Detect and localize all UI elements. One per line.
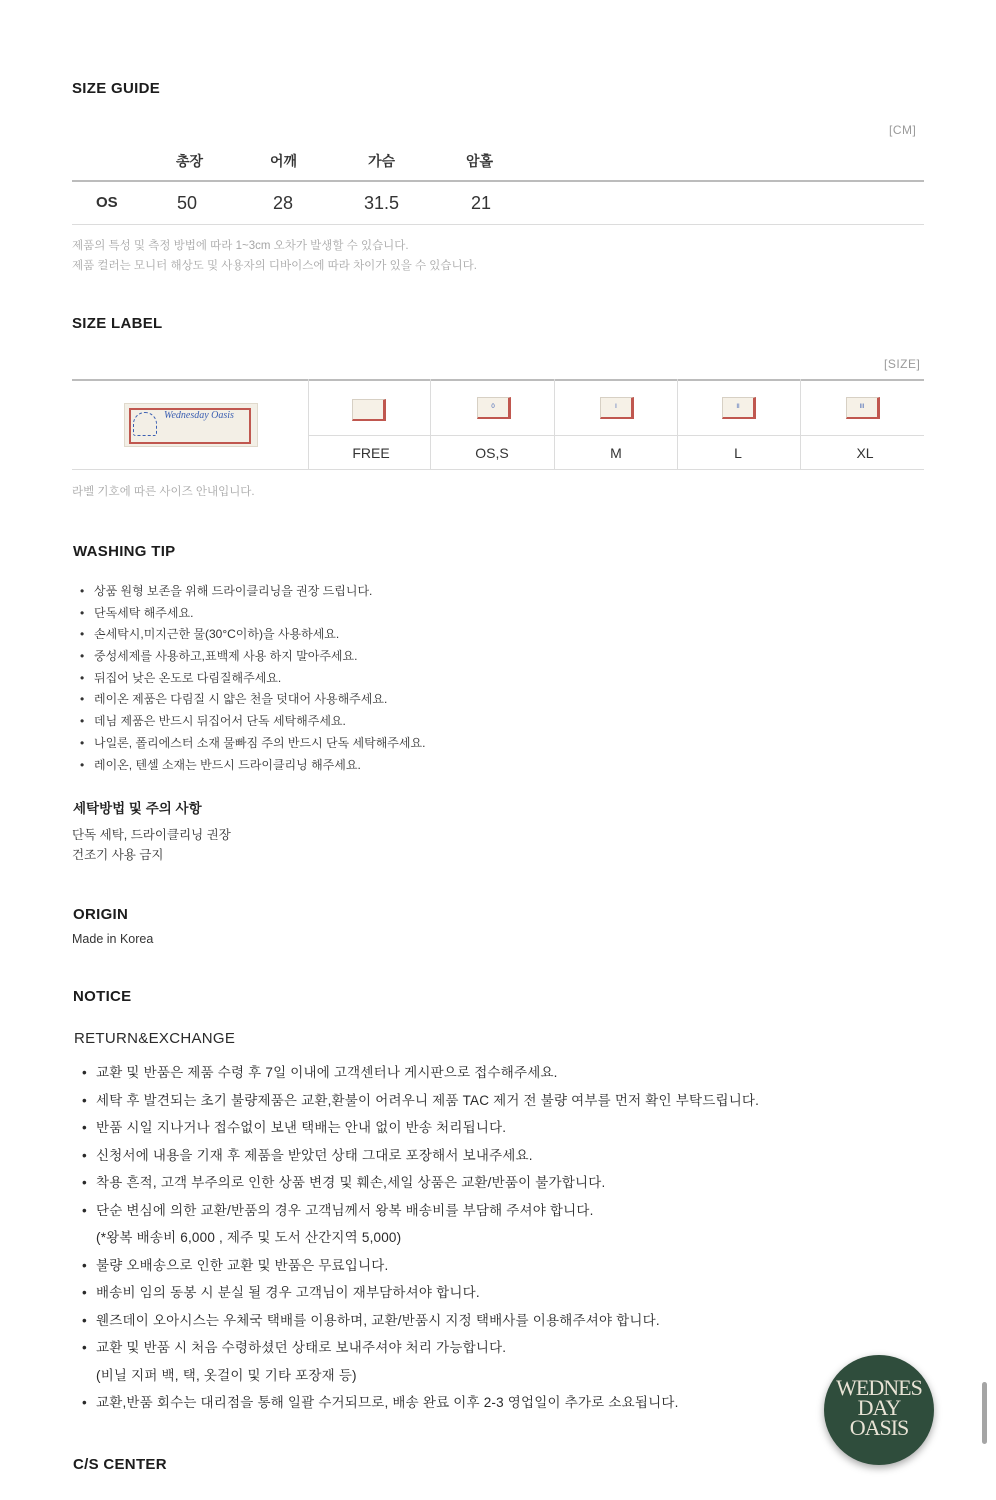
size-value: 21 xyxy=(471,193,492,213)
method-line: 건조기 사용 금지 xyxy=(72,848,164,862)
list-item: • 뒤집어 낮은 온도로 다림질해주세요. xyxy=(80,668,425,690)
list-item: • 신청서에 내용을 기재 후 제품을 받았던 상태 그대로 포장해서 보내주세요. xyxy=(82,1142,759,1170)
washing-method-body xyxy=(72,825,231,865)
size-label-table xyxy=(72,379,924,471)
label-tag-m-icon xyxy=(600,397,634,419)
list-item: • 나일론, 폴리에스터 소재 물빠짐 주의 반드시 단독 세탁해주세요. xyxy=(80,733,425,755)
table-divider xyxy=(308,379,309,470)
notice-title: NOTICE xyxy=(73,988,132,1005)
size-value: 28 xyxy=(273,193,294,213)
list-item: • 불량 오배송으로 인한 교환 및 반품은 무료입니다. xyxy=(82,1252,759,1280)
label-mark: I xyxy=(615,404,617,410)
size-header: 어깨 xyxy=(270,153,298,169)
list-item: • 배송비 임의 동봉 시 분실 될 경우 고객님이 재부담하셔야 합니다. xyxy=(82,1279,759,1307)
list-item: • 레이온 제품은 다림질 시 얇은 천을 덧대어 사용해주세요. xyxy=(80,689,425,711)
list-item: • 레이온, 텐셀 소재는 반드시 드라이클리닝 해주세요. xyxy=(80,755,425,777)
size-header: 암홀 xyxy=(466,153,494,169)
badge-line: WEDNES xyxy=(836,1375,922,1400)
scrollbar-thumb[interactable] xyxy=(982,1382,987,1444)
table-divider xyxy=(72,469,924,470)
label-size-name: M xyxy=(610,445,622,461)
list-item: • 교환 및 반품 시 처음 수령하셨던 상태로 보내주셔야 처리 가능합니다. xyxy=(82,1334,759,1362)
size-guide-title: SIZE GUIDE xyxy=(72,80,161,97)
palm-tree-icon xyxy=(133,412,157,436)
list-item: • 반품 시일 지나거나 접수없이 보낸 택배는 안내 없이 반송 처리됩니다. xyxy=(82,1114,759,1142)
table-divider xyxy=(72,224,924,225)
size-value: 31.5 xyxy=(364,193,400,213)
table-divider xyxy=(72,379,924,381)
list-item: • 웬즈데이 오아시스는 우체국 택배를 이용하며, 교환/반품시 지정 택배사를 이용해주셔야 합니다. xyxy=(82,1307,759,1335)
label-tag-xl-icon xyxy=(846,397,880,419)
washing-tip-title: WASHING TIP xyxy=(73,543,176,560)
size-label-title: SIZE LABEL xyxy=(72,315,163,332)
list-item: • 교환 및 반품은 제품 수령 후 7일 이내에 고객센터나 게시판으로 접수해주세요. xyxy=(82,1059,759,1087)
list-item: • 착용 흔적, 고객 부주의로 인한 상품 변경 및 훼손,세일 상품은 교환/반품이 불가합니다. xyxy=(82,1169,759,1197)
list-item: • 손세탁시,미지근한 물(30°C이하)을 사용하세요. xyxy=(80,624,425,646)
brand-label-text: Wednesday Oasis xyxy=(164,410,234,421)
list-item-sub: (*왕복 배송비 6,000 , 제주 및 도서 산간지역 5,000) xyxy=(96,1230,402,1245)
badge-line: DAY xyxy=(857,1395,901,1420)
list-item: • 세탁 후 발견되는 초기 불량제품은 교환,환불이 어려우니 제품 TAC 제거 전 불량 여부를 먼저 확인 부탁드립니다. xyxy=(82,1087,759,1115)
size-guide-table xyxy=(72,150,924,230)
list-item: • 교환,반품 회수는 대리점을 통해 일괄 수거되므로, 배송 완료 이후 2-3 영업일이 추가로 소요됩니다. xyxy=(82,1389,759,1417)
washing-tip-list xyxy=(80,581,425,776)
table-divider xyxy=(72,180,924,182)
note-line: 제품 컬러는 모니터 해상도 및 사용자의 디바이스에 따라 차이가 있을 수 있습니다. xyxy=(72,260,477,272)
table-divider xyxy=(308,435,924,436)
label-mark: II xyxy=(736,404,740,410)
list-item: • 단독세탁 해주세요. xyxy=(80,603,425,625)
cs-center-title: C/S CENTER xyxy=(73,1456,167,1473)
label-tag-os-icon xyxy=(477,397,511,419)
brand-logo-icon xyxy=(824,1355,934,1438)
label-size-name: XL xyxy=(856,445,874,461)
size-header: 총장 xyxy=(176,153,204,169)
list-item-sub: (비닐 지퍼 백, 택, 옷걸이 및 기타 포장재 등) xyxy=(96,1367,357,1383)
table-divider xyxy=(554,379,555,470)
list-item: • 상품 원형 보존을 위해 드라이클리닝을 권장 드립니다. xyxy=(80,581,425,603)
notice-subtitle: RETURN&EXCHANGE xyxy=(74,1030,236,1047)
method-line: 단독 세탁, 드라이클리닝 권장 xyxy=(72,828,231,842)
washing-method-title: 세탁방법 및 주의 사항 xyxy=(73,801,202,816)
size-header: 가슴 xyxy=(368,153,396,169)
size-guide-notes xyxy=(72,236,477,276)
size-value: 50 xyxy=(177,193,198,213)
badge-line: OASIS xyxy=(849,1415,909,1440)
label-size-name: OS,S xyxy=(475,445,509,461)
size-row-label: OS xyxy=(96,194,118,211)
size-label-unit: [SIZE] xyxy=(884,357,921,371)
label-size-name: FREE xyxy=(352,445,390,461)
table-divider xyxy=(800,379,801,470)
note-line: 제품의 특성 및 측정 방법에 따라 1~3cm 오차가 발생할 수 있습니다. xyxy=(72,240,409,252)
list-item: • 단순 변심에 의한 교환/반품의 경우 고객님께서 왕복 배송비를 부담해 주셔야 합니다. xyxy=(82,1197,759,1225)
origin-value: Made in Korea xyxy=(72,932,154,946)
size-guide-unit: [CM] xyxy=(889,123,917,137)
origin-title: ORIGIN xyxy=(73,906,129,923)
list-item: • 데님 제품은 반드시 뒤집어서 단독 세탁해주세요. xyxy=(80,711,425,733)
list-item: • 중성세제를 사용하고,표백제 사용 하지 말아주세요. xyxy=(80,646,425,668)
label-tag-free-icon xyxy=(352,399,386,421)
label-mark: III xyxy=(859,404,865,410)
brand-label-image xyxy=(124,403,258,447)
size-label-note: 라벨 기호에 따른 사이즈 안내입니다. xyxy=(72,486,255,498)
label-size-name: L xyxy=(734,445,742,461)
label-mark: 0 xyxy=(491,404,495,410)
notice-list xyxy=(82,1059,759,1417)
label-tag-l-icon xyxy=(722,397,756,419)
brand-badge-button[interactable] xyxy=(824,1355,934,1465)
